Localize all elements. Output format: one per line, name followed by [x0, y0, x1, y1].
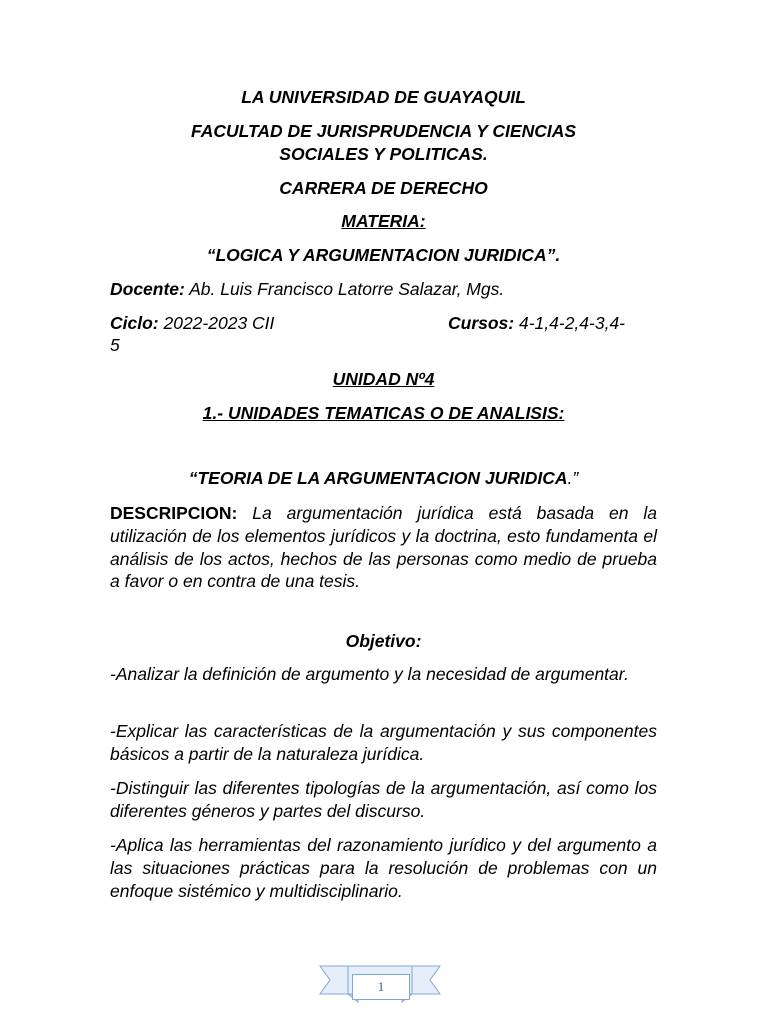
- ciclo-value: 2022-2023 CII: [158, 313, 275, 333]
- docente-label: Docente:: [110, 279, 185, 299]
- career-title: CARRERA DE DERECHO: [279, 178, 488, 198]
- description-paragraph: [110, 502, 657, 593]
- cursos-label: Cursos:: [448, 313, 515, 333]
- page-number-ribbon: [318, 964, 442, 1020]
- university-title: LA UNIVERSIDAD DE GUAYAQUIL: [241, 87, 526, 107]
- cursos-value: 4-1,4-2,4-3,4-: [514, 313, 626, 333]
- section-title: 1.- UNIDADES TEMATICAS O DE ANALISIS:: [202, 403, 565, 423]
- faculty-title-line2: SOCIALES Y POLITICAS.: [279, 144, 488, 164]
- docente-line: [110, 278, 657, 300]
- ciclo-label: Ciclo:: [110, 313, 159, 333]
- description-text: La argumentación jurídica está basada en la utilización de los elementos jurídicos y la doctrina, esto fundamenta el análisis de los actos, hechos de las personas como medio de prueba a favor o en contra de una tesis.: [110, 503, 657, 592]
- cursos-line: [448, 312, 657, 334]
- description-label: DESCRIPCION:: [110, 503, 238, 523]
- theme-tail: .”: [567, 468, 579, 488]
- theme-main: “TEORIA DE LA ARGUMENTACION JURIDICA: [188, 468, 568, 488]
- objective-item: -Aplica las herramientas del razonamiento jurídico y del argumento a las situaciones prácticas para la resolución de problemas con un enfoque sistémico y multidisciplinario.: [110, 835, 657, 901]
- subject-label: MATERIA:: [341, 211, 426, 231]
- unit-title: UNIDAD Nº4: [332, 369, 435, 389]
- subject-title: “LOGICA Y ARGUMENTACION JURIDICA”.: [206, 245, 561, 265]
- docente-value: Ab. Luis Francisco Latorre Salazar, Mgs.: [184, 279, 505, 299]
- objective-item: -Distinguir las diferentes tipologías de la argumentación, así como los diferentes géneros y partes del discurso.: [110, 778, 657, 821]
- faculty-title-line1: FACULTAD DE JURISPRUDENCIA Y CIENCIAS: [190, 121, 577, 141]
- objective-item: -Explicar las características de la argumentación y sus componentes básicos a partir de la naturaleza jurídica.: [110, 721, 657, 764]
- objectives-title: Objetivo:: [345, 631, 422, 651]
- objective-item: -Analizar la definición de argumento y la necesidad de argumentar.: [110, 664, 629, 684]
- theme-title: [110, 467, 657, 489]
- page-number: 1: [352, 974, 410, 1000]
- cursos-wrap: 5: [110, 335, 120, 355]
